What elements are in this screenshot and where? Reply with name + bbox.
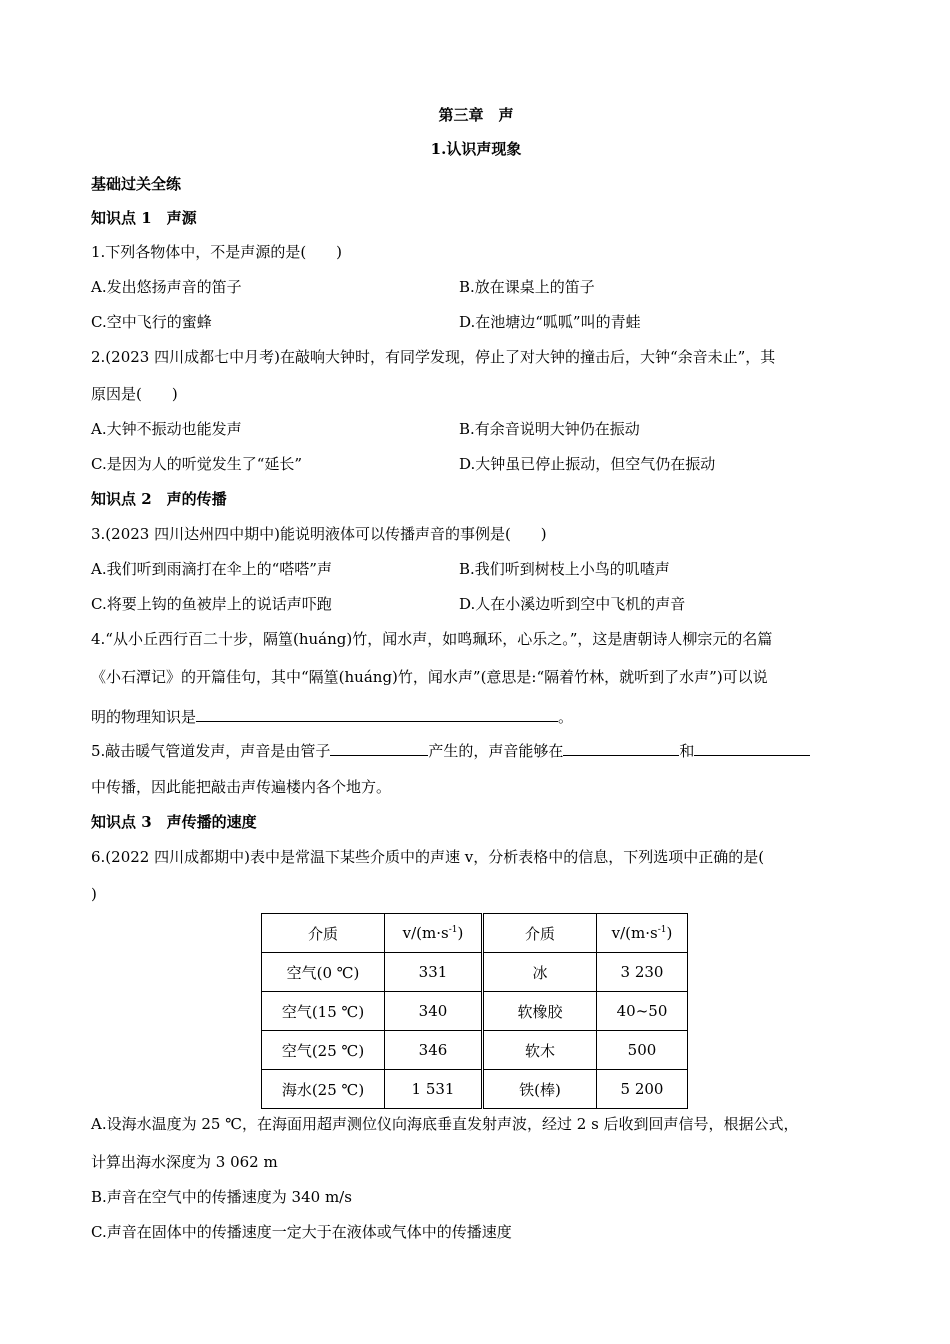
cell-speed: 331 — [385, 953, 483, 992]
q5-blank-2[interactable] — [563, 740, 679, 756]
q3-option-c: C.将要上钩的鱼被岸上的说话声吓跑 — [91, 595, 332, 613]
table-row — [262, 992, 688, 1031]
q5-part1: 5.敲击暖气管道发声，声音是由管子 — [91, 742, 331, 760]
q1-option-b: B.放在课桌上的笛子 — [459, 278, 595, 296]
chapter-title: 第三章 声 — [438, 106, 514, 124]
cell-speed: 346 — [385, 1031, 483, 1070]
q5-line1 — [91, 740, 810, 761]
header-medium-left: 介质 — [262, 914, 385, 953]
cell-speed: 40~50 — [597, 992, 688, 1031]
q4-answer-blank[interactable] — [196, 706, 558, 722]
q5-line2: 中传播，因此能把敲击声传遍楼内各个地方。 — [91, 778, 392, 796]
q3-option-b: B.我们听到树枝上小鸟的叽喳声 — [459, 560, 670, 578]
sound-speed-table — [261, 913, 688, 1109]
q3-option-a: A.我们听到雨滴打在伞上的“嗒嗒”声 — [91, 560, 332, 578]
q1-option-d: D.在池塘边“呱呱”叫的青蛙 — [459, 313, 641, 331]
cell-medium: 软木 — [483, 1031, 597, 1070]
cell-speed: 1 531 — [385, 1070, 483, 1109]
q1-option-a: A.发出悠扬声音的笛子 — [91, 278, 242, 296]
table-header-row — [262, 914, 688, 953]
table-row — [262, 1070, 688, 1109]
header-speed-right: $v/(m\cdot s^{-1})$ — [597, 914, 688, 953]
q4-line2: 《小石潭记》的开篇佳句，其中“隔篁(huáng)竹，闻水声”(意思是:“隔着竹林，就听到了水声”)可以说 — [91, 668, 768, 686]
q1-stem: 1.下列各物体中，不是声源的是( ) — [91, 243, 343, 261]
q2-stem-line1: 2.(2023 四川成都七中月考)在敲响大钟时，有同学发现，停止了对大钟的撞击后，大钟“余音未止”，其 — [91, 348, 776, 366]
knowledge-point-2: 知识点 2 声的传播 — [91, 490, 227, 508]
cell-speed: 340 — [385, 992, 483, 1031]
cell-medium: 空气(25 ℃) — [262, 1031, 385, 1070]
q2-option-d: D.大钟虽已停止振动，但空气仍在振动 — [459, 455, 716, 473]
q2-option-a: A.大钟不振动也能发声 — [91, 420, 242, 438]
q2-option-c: C.是因为人的听觉发生了“延长” — [91, 455, 303, 473]
q6-option-a-line2: 计算出海水深度为 3 062 m — [91, 1153, 278, 1171]
cell-speed: 5 200 — [597, 1070, 688, 1109]
cell-medium: 空气(0 ℃) — [262, 953, 385, 992]
q6-option-a-line1: A.设海水温度为 25 ℃，在海面用超声测位仪向海底垂直发射声波，经过 2 s 后收到回声信号，根据公式， — [91, 1115, 799, 1133]
q4-line1: 4.“从小丘西行百二十步，隔篁(huáng)竹，闻水声，如鸣珮环，心乐之。”，这是唐朝诗人柳宗元的名篇 — [91, 630, 773, 648]
cell-medium: 空气(15 ℃) — [262, 992, 385, 1031]
q4-line3-suffix: 。 — [558, 708, 574, 726]
q4-line3-prefix: 明的物理知识是 — [91, 708, 197, 726]
q1-option-c: C.空中飞行的蜜蜂 — [91, 313, 212, 331]
cell-medium: 海水(25 ℃) — [262, 1070, 385, 1109]
cell-medium: 铁(棒) — [483, 1070, 597, 1109]
cell-medium: 冰 — [483, 953, 597, 992]
q3-stem: 3.(2023 四川达州四中期中)能说明液体可以传播声音的事例是( ) — [91, 525, 547, 543]
q5-blank-3[interactable] — [694, 740, 810, 756]
q6-stem-line2: ) — [91, 885, 97, 903]
q6-stem-line1: 6.(2022 四川成都期中)表中是常温下某些介质中的声速 v，分析表格中的信息，下列选项中正确的是( — [91, 848, 765, 866]
table-row — [262, 953, 688, 992]
cell-speed: 500 — [597, 1031, 688, 1070]
knowledge-point-3: 知识点 3 声传播的速度 — [91, 813, 257, 831]
q2-stem-line2: 原因是( ) — [91, 385, 178, 403]
q6-option-b: B.声音在空气中的传播速度为 340 m/s — [91, 1188, 352, 1206]
knowledge-point-1: 知识点 1 声源 — [91, 209, 197, 227]
q2-option-b: B.有余音说明大钟仍在振动 — [459, 420, 640, 438]
q3-option-d: D.人在小溪边听到空中飞机的声音 — [459, 595, 686, 613]
q6-option-c: C.声音在固体中的传播速度一定大于在液体或气体中的传播速度 — [91, 1223, 512, 1241]
header-medium-right: 介质 — [483, 914, 597, 953]
cell-speed: 3 230 — [597, 953, 688, 992]
q5-part3: 和 — [679, 742, 695, 760]
q5-part2: 产生的，声音能够在 — [428, 742, 564, 760]
section-title: 1.认识声现象 — [430, 140, 522, 158]
header-speed-left: $v/(m\cdot s^{-1})$ — [385, 914, 483, 953]
q5-blank-1[interactable] — [330, 740, 428, 756]
practice-heading: 基础过关全练 — [91, 175, 182, 193]
table-row — [262, 1031, 688, 1070]
q4-line3 — [91, 706, 573, 727]
cell-medium: 软橡胶 — [483, 992, 597, 1031]
